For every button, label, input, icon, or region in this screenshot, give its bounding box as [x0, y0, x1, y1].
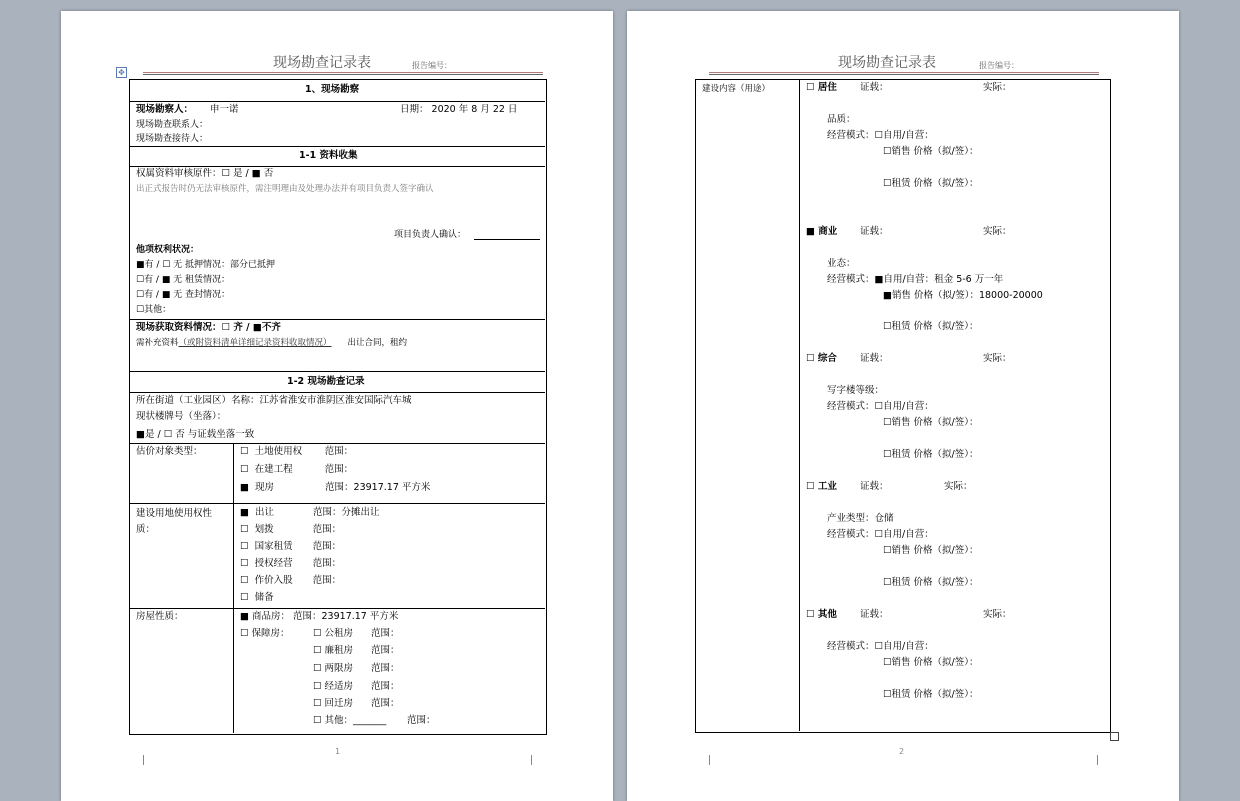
land-item[interactable]	[240, 524, 341, 536]
header-title: 现场勘查记录表	[838, 55, 936, 71]
checkbox-icon: ☐	[240, 575, 249, 586]
divider	[129, 319, 545, 320]
survey-date: 日期： 2020 年 8 月 22 日	[400, 104, 518, 115]
land-item[interactable]	[240, 575, 341, 587]
house-nature-label: 房屋性质：	[136, 611, 184, 622]
supplement-link[interactable]: （或附资料清单详细记录资料收取情况）	[178, 338, 332, 348]
doc-status[interactable]: 现场获取资料情况：☐ 齐 / ■不齐	[136, 322, 281, 333]
margin-mark	[1097, 755, 1098, 765]
residential-title[interactable]: ☐ 居住	[806, 82, 837, 93]
supplement-prefix: 需补充资料	[136, 338, 179, 348]
afford-range: 范围：	[371, 663, 400, 674]
header-report-no: 报告编号：	[979, 61, 1019, 70]
land-range: 范围：	[312, 575, 342, 586]
contact-field[interactable]: 现场勘查联系人：	[136, 120, 209, 130]
supplement-value: 出让合同，租约	[347, 338, 408, 348]
margin-mark	[531, 755, 532, 765]
checkbox-icon: ■	[240, 482, 249, 493]
other-cert: 证载：	[860, 609, 889, 620]
afford-item[interactable]	[313, 715, 436, 727]
other-sale[interactable]: ☐销售 价格（拟/签）：	[883, 657, 979, 668]
afford-name: ☐ 回迁房	[313, 698, 354, 709]
inspector-name: 申一诺	[210, 104, 239, 115]
location-match[interactable]: ■是 / ☐ 否 与证载坐落一致	[136, 429, 255, 440]
signature-line[interactable]	[474, 239, 540, 240]
residential-quality: 品质：	[827, 114, 856, 125]
land-range: 范围：	[312, 524, 342, 535]
street-row	[136, 395, 412, 407]
header-rule	[143, 72, 543, 75]
composite-mode[interactable]: 经营模式：☐自用/自营：	[827, 401, 934, 412]
title-check-note: 出正式报告时仍无法审核原件，需注明理由及处理办法并有项目负责人签字确认	[136, 184, 434, 194]
land-range: 范围：	[312, 541, 342, 552]
house-commercial[interactable]: ■ 商品房： 范围：23917.17 平方米	[240, 611, 399, 622]
industrial-type: 产业类型：仓储	[827, 513, 894, 524]
receptionist-field[interactable]: 现场勘查接待人：	[136, 134, 209, 144]
land-name: 划拨	[254, 524, 274, 535]
land-range: 范围：	[312, 558, 342, 569]
afford-name: ☐ 经适房	[313, 681, 354, 692]
composite-rent[interactable]: ☐租赁 价格（拟/签）：	[883, 449, 979, 460]
lease-option[interactable]: ☐有 / ■ 无 租赁情况：	[136, 275, 231, 285]
afford-range: 范围：	[407, 715, 436, 726]
commercial-sale[interactable]: ■销售 价格（拟/签）：18000-20000	[883, 290, 1043, 301]
document-page-2[interactable]	[627, 11, 1179, 801]
other-option[interactable]: ☐其他：	[136, 305, 172, 315]
object-range: 范围：	[324, 464, 354, 475]
divider	[129, 101, 545, 102]
section-1-1-title: 1-1 资料收集	[299, 150, 358, 161]
section-1-2-title: 1-2 现场勘查记录	[287, 376, 365, 387]
manager-confirm: 项目负责人确认：	[394, 230, 467, 240]
land-right-label: 建设用地使用权性质：	[136, 508, 213, 535]
margin-mark	[143, 755, 144, 765]
land-name: 授权经营	[254, 558, 293, 569]
checkbox-icon: ☐	[240, 446, 249, 457]
afford-item[interactable]	[313, 645, 400, 657]
other-actual: 实际：	[983, 609, 1012, 620]
commercial-title[interactable]: ■ 商业	[806, 226, 838, 237]
afford-range: 范围：	[371, 681, 400, 692]
margin-mark	[709, 755, 710, 765]
title-check[interactable]: 权属资料审核原件：☐ 是 / ■ 否	[136, 168, 274, 179]
residential-mode[interactable]: 经营模式：☐自用/自营：	[827, 130, 934, 141]
afford-name: ☐ 公租房	[313, 628, 354, 639]
column-divider	[799, 79, 800, 731]
use-label: 建设内容（用途）	[702, 84, 771, 94]
seizure-option[interactable]: ☐有 / ■ 无 查封情况：	[136, 290, 231, 300]
checkbox-icon: ■	[240, 507, 249, 518]
header-report-no: 报告编号：	[412, 61, 452, 70]
object-item[interactable]	[240, 482, 430, 494]
table-move-handle-icon[interactable]: ✥	[116, 67, 127, 78]
composite-sale[interactable]: ☐销售 价格（拟/签）：	[883, 417, 979, 428]
column-divider	[233, 443, 234, 733]
industrial-rent[interactable]: ☐租赁 价格（拟/签）：	[883, 577, 979, 588]
land-name: 储备	[254, 592, 274, 603]
other-rights-label: 他项权利状况：	[136, 245, 200, 255]
table-resize-handle[interactable]	[1110, 732, 1119, 741]
divider	[129, 608, 545, 609]
afford-range: 范围：	[371, 698, 400, 709]
afford-name: ☐ 其他：_______	[313, 715, 387, 726]
building-no-field[interactable]: 现状楼牌号（坐落）：	[136, 411, 227, 422]
object-name: 在建工程	[254, 464, 293, 475]
afford-range: 范围：	[371, 628, 400, 639]
object-range: 范围：	[324, 446, 354, 457]
object-item[interactable]	[240, 464, 353, 476]
checkbox-icon: ☐	[240, 558, 249, 569]
composite-grade: 写字楼等级：	[827, 385, 885, 396]
afford-item[interactable]	[313, 681, 400, 693]
header-rule	[709, 72, 1099, 75]
land-item[interactable]	[240, 541, 341, 553]
composite-actual: 实际：	[983, 353, 1012, 364]
object-range: 范围：23917.17 平方米	[325, 482, 431, 493]
composite-cert: 证载：	[860, 353, 889, 364]
residential-cert: 证载：	[860, 82, 889, 93]
residential-sale[interactable]: ☐销售 价格（拟/签）：	[883, 146, 979, 157]
document-page-1[interactable]	[61, 11, 613, 801]
other-title[interactable]: ☐ 其他	[806, 609, 837, 620]
divider	[129, 371, 545, 372]
land-name: 作价入股	[254, 575, 293, 586]
composite-title[interactable]: ☐ 综合	[806, 353, 837, 364]
page-number: 1	[335, 747, 341, 756]
other-rent[interactable]: ☐租赁 价格（拟/签）：	[883, 689, 979, 700]
industrial-mode[interactable]: 经营模式：☐自用/自营：	[827, 529, 934, 540]
residential-rent[interactable]: ☐租赁 价格（拟/签）：	[883, 178, 979, 189]
object-item[interactable]	[240, 446, 353, 458]
land-range: 范围：分摊出让	[313, 507, 380, 518]
afford-item[interactable]	[313, 698, 400, 710]
divider	[129, 166, 545, 167]
commercial-format: 业态：	[827, 258, 856, 269]
commercial-rent[interactable]: ☐租赁 价格（拟/签）：	[883, 321, 979, 332]
section-1-title: 1、现场勘察	[305, 84, 360, 95]
afford-range: 范围：	[371, 645, 400, 656]
page-number: 2	[899, 747, 905, 756]
commercial-mode[interactable]: 经营模式：■自用/自营：租金 5-6 万一年	[827, 274, 1004, 285]
land-name: 国家租赁	[254, 541, 293, 552]
checkbox-icon: ☐	[240, 592, 249, 603]
header-title: 现场勘查记录表	[273, 55, 371, 71]
divider	[129, 503, 545, 504]
afford-item[interactable]	[313, 663, 400, 675]
other-mode[interactable]: 经营模式：☐自用/自营：	[827, 641, 934, 652]
divider	[129, 392, 545, 393]
land-item[interactable]	[240, 507, 380, 519]
industrial-cert: 证载：	[860, 481, 889, 492]
divider	[129, 146, 545, 147]
industrial-sale[interactable]: ☐销售 价格（拟/签）：	[883, 545, 979, 556]
street-label: 所在街道（工业园区）名称：	[136, 395, 260, 406]
supplement-row	[136, 337, 407, 349]
object-name: 土地使用权	[254, 446, 303, 457]
land-name: 出让	[255, 507, 275, 518]
street-value: 江苏省淮安市淮阴区淮安国际汽车城	[259, 395, 412, 406]
industrial-title[interactable]: ☐ 工业	[806, 481, 837, 492]
checkbox-icon: ☐	[240, 464, 249, 475]
afford-item[interactable]	[313, 628, 400, 640]
industrial-actual: 实际：	[944, 481, 973, 492]
mortgage-option[interactable]: ■有 / ☐ 无 抵押情况：部分已抵押	[136, 260, 276, 270]
residential-actual: 实际：	[983, 82, 1012, 93]
land-item[interactable]	[240, 558, 341, 570]
afford-name: ☐ 廉租房	[313, 645, 354, 656]
inspector-label: 现场勘察人：	[136, 104, 194, 115]
commercial-cert: 证载：	[860, 226, 889, 237]
object-name: 现房	[255, 482, 275, 493]
afford-name: ☐ 两限房	[313, 663, 354, 674]
house-affordable[interactable]: ☐ 保障房：	[240, 628, 290, 639]
land-item[interactable]	[240, 592, 274, 604]
checkbox-icon: ☐	[240, 524, 249, 535]
commercial-actual: 实际：	[983, 226, 1012, 237]
checkbox-icon: ☐	[240, 541, 249, 552]
object-type-label: 估价对象类型：	[136, 446, 203, 457]
divider	[129, 443, 545, 444]
